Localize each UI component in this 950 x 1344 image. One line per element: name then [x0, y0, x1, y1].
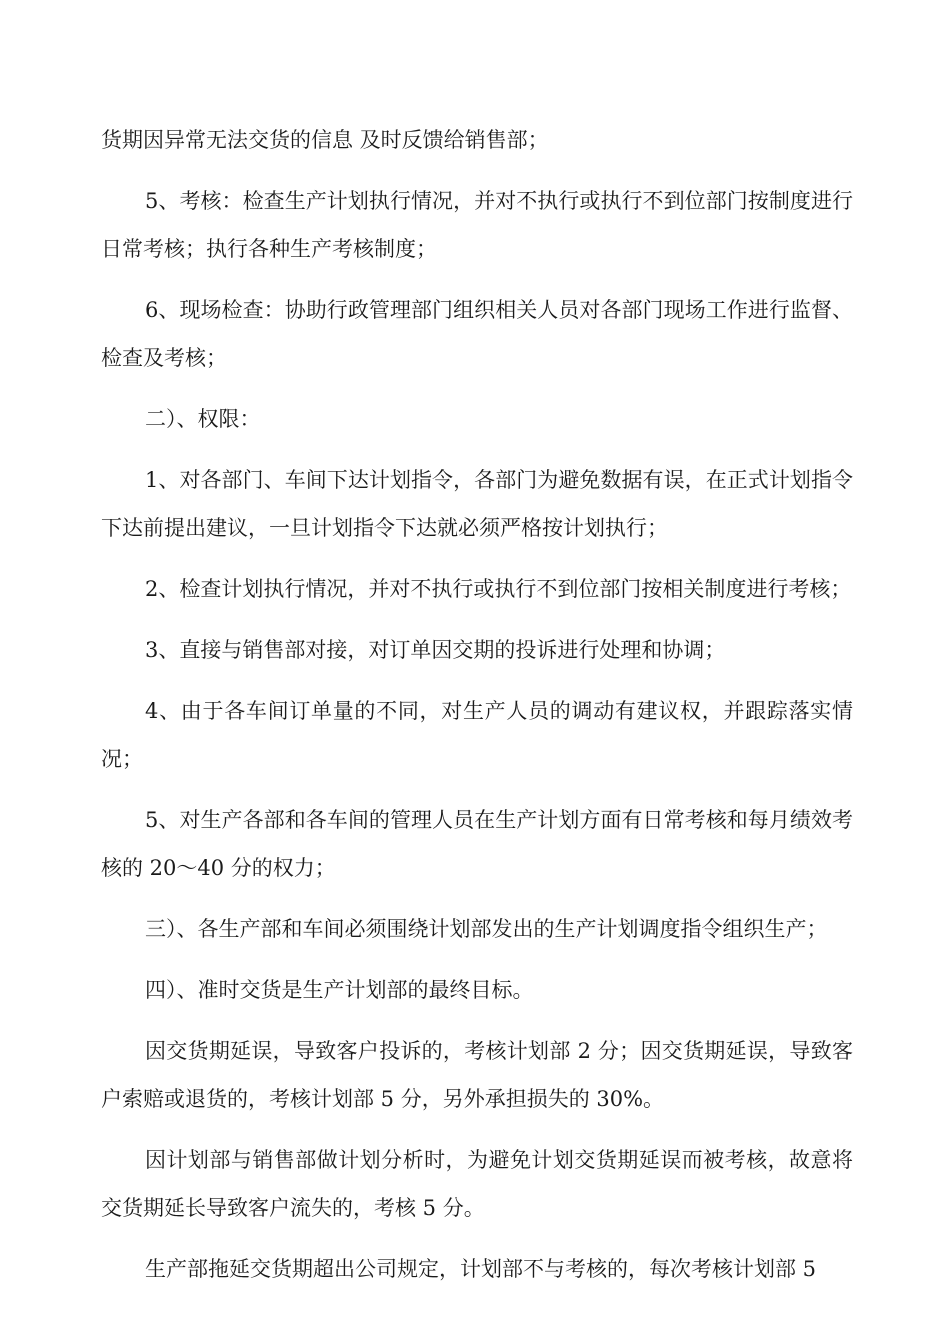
paragraph-customer-loss-penalty: 因计划部与销售部做计划分析时，为避免计划交货期延误而被考核，故意将交货期延长导致客户流失的，考核 5 分。 — [101, 1148, 853, 1220]
paragraph-authority-1: 1、对各部门、车间下达计划指令，各部门为避免数据有误，在正式计划指令下达前提出建议，一旦计划指令下达就必须严格按计划执行； — [101, 468, 853, 540]
paragraph-delay-penalty: 因交货期延误，导致客户投诉的，考核计划部 2 分；因交货期延误，导致客户索赔或退货的，考核计划部 5 分，另外承担损失的 30%。 — [101, 1039, 853, 1111]
paragraph-item-6-site-inspection: 6、现场检查：协助行政管理部门组织相关人员对各部门现场工作进行监督、检查及考核； — [101, 298, 853, 370]
paragraph-authority-3: 3、直接与销售部对接，对订单因交期的投诉进行处理和协调； — [145, 638, 726, 662]
paragraph-production-delay-penalty: 生产部拖延交货期超出公司规定，计划部不与考核的，每次考核计划部 5 — [145, 1257, 817, 1281]
paragraph-authority-2: 2、检查计划执行情况，并对不执行或执行不到位部门按相关制度进行考核； — [145, 577, 852, 601]
paragraph-authority-4: 4、由于各车间订单量的不同，对生产人员的调动有建议权，并跟踪落实情况； — [101, 699, 853, 771]
section-heading-authority: 二）、权限： — [145, 407, 261, 431]
paragraph-continuation: 货期因异常无法交货的信息 及时反馈给销售部； — [101, 128, 549, 152]
paragraph-authority-5: 5、对生产各部和各车间的管理人员在生产计划方面有日常考核和每月绩效考核的 20～40 分的权力； — [101, 808, 853, 880]
paragraph-item-5-assessment: 5、考核：检查生产计划执行情况，并对不执行或执行不到位部门按制度进行日常考核；执行各种生产考核制度； — [101, 189, 853, 261]
document-body — [101, 116, 853, 1306]
section-heading-three: 三）、各生产部和车间必须围绕计划部发出的生产计划调度指令组织生产； — [145, 917, 828, 941]
section-heading-four: 四）、准时交货是生产计划部的最终目标。 — [145, 978, 534, 1002]
